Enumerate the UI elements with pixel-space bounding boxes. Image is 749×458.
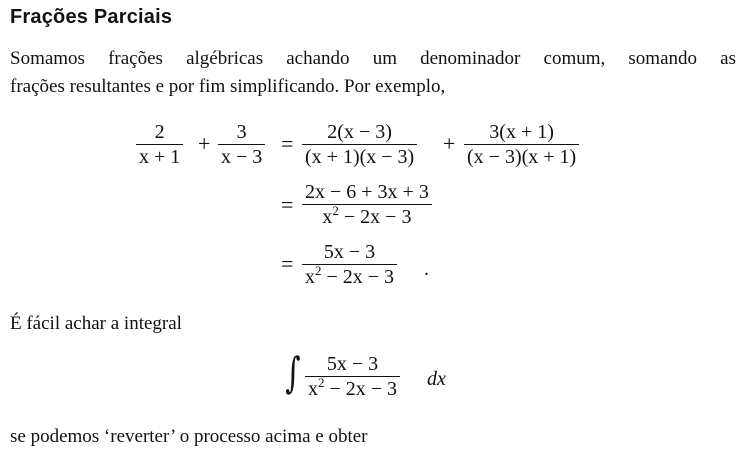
fraction-simplified	[302, 240, 397, 289]
exponent: 2	[318, 375, 325, 390]
fraction-numerator: 5x − 3	[323, 241, 376, 263]
fraction-numerator: 2(x − 3)	[327, 121, 392, 143]
fraction-denominator: x + 1	[139, 146, 181, 168]
fraction-numerator: 5x − 3	[326, 353, 379, 375]
denominator-variable: x	[322, 206, 333, 228]
intro-line-2: frações resultantes e por fim simplificando. Por exemplo,	[10, 76, 446, 97]
reverse-process-text: se podemos ‘reverter’ o processo acima e obter	[10, 426, 368, 447]
intro-line-1: Somamos frações algébricas achando um denominador comum, somando as	[10, 48, 736, 69]
fraction-denominator: (x + 1)(x − 3)	[305, 146, 415, 168]
exponent: 2	[332, 203, 339, 218]
denominator-rest: − 2x − 3	[321, 266, 395, 288]
denominator-variable: x	[305, 266, 315, 288]
fraction-denominator	[305, 377, 400, 401]
fraction-numerator: 2	[154, 121, 165, 143]
equals-sign: =	[281, 251, 294, 276]
exponent: 2	[315, 263, 322, 278]
integral-sign: ∫	[285, 348, 301, 397]
denominator-rest: − 2x − 3	[338, 206, 412, 228]
fraction-2-over-x-plus-1	[136, 120, 183, 169]
fraction-denominator: (x − 3)(x + 1)	[467, 146, 577, 168]
denominator-rest: − 2x − 3	[324, 378, 398, 400]
plus-sign: +	[198, 131, 211, 156]
differential-dx: dx	[427, 368, 446, 390]
fraction-expanded-1	[302, 120, 417, 169]
fraction-expanded-2	[464, 120, 579, 169]
fraction-numerator: 3	[236, 121, 247, 143]
denominator-variable: x	[308, 378, 318, 400]
plus-sign: +	[443, 131, 456, 156]
fraction-numerator: 3(x + 1)	[489, 121, 554, 143]
fraction-numerator: 2x − 6 + 3x + 3	[305, 181, 429, 203]
integral-intro-text: É fácil achar a integral	[10, 313, 182, 334]
fraction-combined-numerator	[302, 180, 432, 229]
equals-sign: =	[281, 192, 294, 217]
period: .	[424, 258, 429, 280]
fraction-denominator	[319, 205, 414, 229]
page-title: Frações Parciais	[10, 6, 173, 28]
equals-sign: =	[281, 131, 294, 156]
integrand-fraction	[305, 352, 400, 401]
fraction-denominator	[302, 265, 397, 289]
fraction-3-over-x-minus-3	[218, 120, 265, 169]
intro-paragraph	[10, 45, 736, 101]
fraction-denominator: x − 3	[221, 146, 263, 168]
